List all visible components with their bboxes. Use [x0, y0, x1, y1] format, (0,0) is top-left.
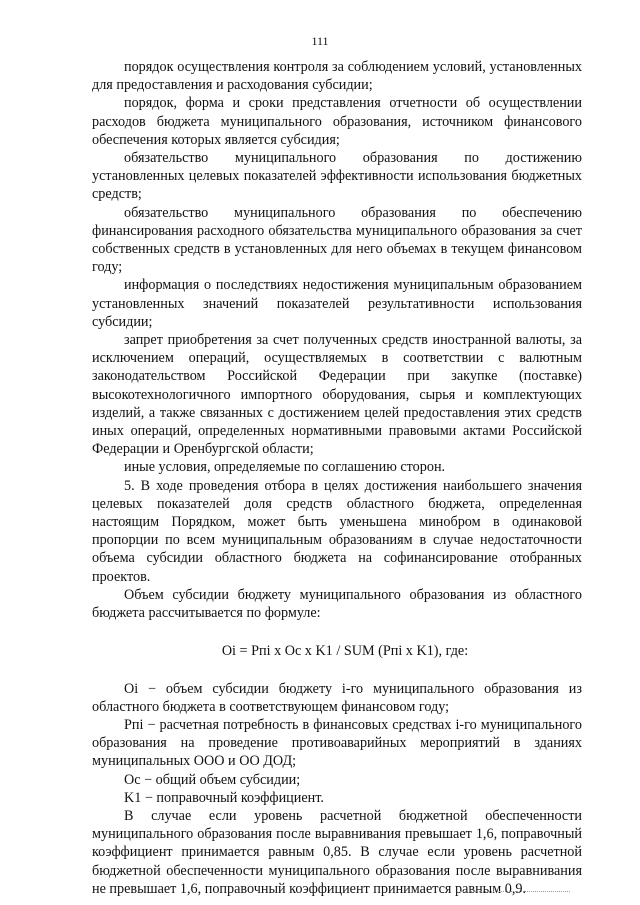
paragraph: информация о последствиях недостижения муниципальным образованием установленных значений показателей результативности использования субсидии;: [92, 277, 582, 330]
definition: Oi − объем субсидии бюджету i-го муниципального образования из областного бюджета в соответствующем финансовом году;: [92, 680, 582, 715]
paragraph: Объем субсидии бюджету муниципального образования из областного бюджета рассчитывается по формуле:: [92, 586, 582, 622]
definition: K1 − поправочный коэффициент.: [124, 789, 324, 806]
formula: Oi = Pпi x Oc x K1 / SUM (Pпi x K1), где:: [221, 643, 469, 660]
paragraph: иные условия, определяемые по соглашению сторон.: [124, 459, 446, 476]
paragraph: порядок, форма и сроки представления отчетности об осуществлении расходов бюджета муниципального образования, источником финансового обеспечения которых является субсидия;: [92, 95, 582, 148]
definition: Oc − общий объем субсидии;: [124, 771, 301, 788]
paragraph: обязательство муниципального образования по обеспечению финансирования расходного обязательства муниципального образования за счет собственных средств в установленных для него объемах в текущем финансовом году;: [92, 204, 582, 276]
paragraph: порядок осуществления контроля за соблюдением условий, установленных для предоставления и расходования субсидии;: [92, 59, 582, 94]
footer-mark: [460, 891, 570, 895]
closing-paragraph: В случае если уровень расчетной бюджетной обеспеченности муниципального образования после выравнивания превышает 1,6, поправочный коэффициент принимается равным 0,85. В случае если уровень расчетной бюджетной обеспеченности муниципального образования после выравнивания не превышает 1,6, поправочный коэффициент принимается равным 0,9.: [92, 807, 582, 897]
page-number: 111: [311, 34, 329, 48]
paragraph: обязательство муниципального образования по достижению установленных целевых показателей эффективности использования бюджетных средств;: [92, 150, 582, 203]
document-body: [92, 58, 582, 898]
paragraph: 5. В ходе проведения отбора в целях достижения наибольшего значения целевых показателей доля средств областного бюджета, определенная настоящим Порядком, может быть уменьшена минобром в одинаковой пропорции по всем муниципальным образованиям в случае недостаточности объема субсидии областного бюджета на софинансирование отобранных проектов.: [92, 477, 582, 585]
definition: Pпi − расчетная потребность в финансовых средствах i-го муниципального образования на проведение противоаварийных мероприятий в зданиях муниципальных ООО и ОО ДОД;: [92, 716, 582, 770]
paragraph: запрет приобретения за счет полученных средств иностранной валюты, за исключением операций, осуществляемых в соответствии с валютным законодательством Российской Федерации при закупке (поставке) высокотехнологичного импортного оборудования, сырья и комплектующих изделий, а также связанных с достижением целей предоставления этих средств иных операций, определенных нормативными правовыми актами Российской Федерации и Оренбургской области;: [92, 332, 582, 458]
